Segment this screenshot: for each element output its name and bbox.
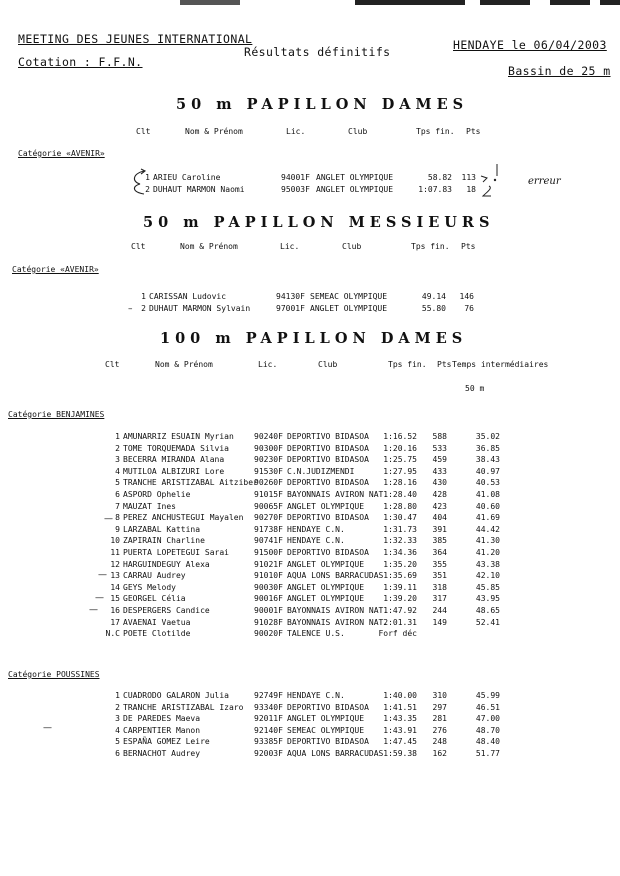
row-name: TOME TORQUEMADA Silvia: [123, 443, 229, 453]
col-license: Lic.: [280, 242, 300, 251]
col-points: Pts: [437, 360, 452, 369]
row-time: 1:35.69: [383, 571, 417, 581]
row-name: AVAENAI Vaetua: [123, 617, 191, 627]
row-club: DEPORTIVO BIDASOA: [287, 432, 369, 441]
table-row: [0, 571, 620, 582]
row-name: CARISSAN Ludovic: [149, 292, 227, 301]
row-club: DEPORTIVO BIDASOA: [287, 702, 369, 712]
row-time: 1:28.40: [383, 490, 417, 499]
row-club: ANGLET OLYMPIQUE: [287, 714, 365, 724]
row-rank: 17: [110, 617, 120, 627]
table-row: [0, 432, 620, 443]
row-name: BECERRA MIRANDA Alana: [123, 455, 225, 465]
row-club: DEPORTIVO BIDASOA: [287, 737, 369, 747]
row-time: 1:43.35: [383, 714, 417, 724]
row-club: BAYONNAIS AVIRON NAT.: [287, 617, 389, 627]
row-split-50m: 38.43: [475, 455, 500, 465]
row-split-50m: 42.10: [475, 571, 500, 581]
row-license: 91530F: [254, 466, 283, 476]
row-name: POETE Clotilde: [123, 629, 191, 639]
row-time: 1:41.51: [383, 702, 417, 712]
row-points: 433: [432, 466, 447, 476]
row-club: HENDAYE C.N.: [287, 536, 345, 546]
row-club: HENDAYE C.N.: [287, 524, 345, 534]
row-time: 1:59.38: [383, 749, 417, 758]
row-split-50m: 43.38: [475, 559, 500, 569]
row-rank: 3: [115, 714, 120, 724]
row-rank: 13: [110, 571, 120, 581]
row-club: AQUA LONS BARRACUDAS: [287, 749, 384, 758]
category-label: Catégorie «AVENIR»: [18, 149, 105, 158]
row-rank: 7: [115, 501, 120, 511]
row-time: 1:47.45: [383, 737, 417, 747]
row-club: DEPORTIVO BIDASOA: [287, 478, 369, 488]
row-rank: 2: [141, 303, 146, 313]
row-points: 385: [432, 536, 447, 546]
row-license: 91010F: [254, 571, 283, 581]
table-row: [0, 560, 620, 571]
row-points: 18: [466, 184, 476, 194]
row-rank: 4: [115, 725, 120, 735]
split-50m-header: 50 m: [465, 384, 485, 393]
row-rank: 2: [115, 443, 120, 453]
handwritten-swap-arrow-icon: [128, 168, 150, 196]
handwritten-correction-mark-icon: [475, 162, 521, 202]
results-subtitle: Résultats définitifs: [244, 45, 391, 59]
handwritten-dash-icon: –: [128, 304, 133, 314]
col-name: Nom & Prénom: [155, 360, 213, 369]
row-rank: 10: [110, 536, 120, 546]
row-club: SEMEAC OLYMPIQUE: [287, 725, 365, 735]
table-row: [0, 304, 620, 315]
table-row: [0, 455, 620, 466]
row-points: 297: [432, 702, 447, 712]
row-time: 1:20.16: [383, 443, 417, 453]
row-split-50m: 46.51: [475, 702, 500, 712]
row-split-50m: 35.02: [475, 432, 500, 441]
row-time: 1:40.00: [383, 691, 417, 700]
row-license: 91015F: [254, 490, 283, 499]
row-license: 94130F: [276, 292, 305, 301]
row-time: 49.14: [421, 292, 446, 301]
table-row: [0, 618, 620, 629]
row-points: 113: [461, 173, 476, 182]
row-time: 1:27.95: [383, 466, 417, 476]
row-club: ANGLET OLYMPIQUE: [287, 582, 365, 592]
row-name: DE PAREDES Maeva: [123, 714, 201, 724]
row-club: DEPORTIVO BIDASOA: [287, 455, 369, 465]
row-name: DESPERGERS Candice: [123, 606, 210, 615]
location-date: HENDAYE le 06/04/2003: [453, 38, 607, 52]
row-points: 149: [432, 617, 447, 627]
col-rank: Clt: [105, 360, 120, 369]
row-license: 94001F: [281, 173, 310, 182]
row-license: 90741F: [254, 536, 283, 546]
handwritten-dash-icon: —: [98, 570, 107, 580]
row-split-50m: 40.97: [475, 466, 500, 476]
row-points: 355: [432, 559, 447, 569]
row-rank: 15: [110, 594, 120, 604]
row-points: 162: [432, 749, 447, 758]
col-points: Pts: [461, 242, 476, 251]
row-license: 90001F: [254, 606, 283, 615]
row-points: 146: [459, 292, 474, 301]
row-split-50m: 41.30: [475, 536, 500, 546]
row-time: 1:39.11: [383, 582, 417, 592]
table-row: [0, 478, 620, 489]
row-license: 92011F: [254, 714, 283, 724]
row-split-50m: 43.95: [475, 594, 500, 604]
row-split-50m: 48.70: [475, 725, 500, 735]
row-club: ANGLET OLYMPIQUE: [287, 559, 365, 569]
table-row: [0, 583, 620, 594]
row-rank: 6: [115, 490, 120, 499]
row-name: GEORGEL Célia: [123, 594, 186, 604]
row-license: 90020F: [254, 629, 283, 639]
table-row: [0, 292, 620, 303]
row-time: 1:28.16: [383, 478, 417, 488]
row-rank: 6: [115, 749, 120, 758]
col-time: Tps fin.: [411, 242, 450, 251]
col-splits: Temps intermédiaires: [452, 360, 549, 369]
table-row: [0, 737, 620, 748]
row-time: 1:07.83: [418, 184, 452, 194]
row-split-50m: 41.20: [475, 548, 500, 557]
table-row: [0, 502, 620, 513]
row-name: LARZABAL Kattina: [123, 524, 201, 534]
row-name: DUHAUT MARMON Sylvain: [149, 303, 251, 313]
row-points: 459: [432, 455, 447, 465]
col-rank: Clt: [131, 242, 146, 251]
row-split-50m: 41.69: [475, 513, 500, 523]
event-title-50-fly-men: 50 m PAPILLON MESSIEURS: [143, 214, 495, 231]
row-license: 91028F: [254, 617, 283, 627]
row-license: 92003F: [254, 749, 283, 758]
col-club: Club: [342, 242, 362, 251]
row-time: 1:30.47: [383, 513, 417, 523]
row-club: ANGLET OLYMPIQUE: [316, 173, 394, 182]
row-split-50m: 36.85: [475, 443, 500, 453]
row-club: ANGLET OLYMPIQUE: [287, 501, 365, 511]
row-rank: 1: [115, 432, 120, 441]
row-points: 391: [432, 524, 447, 534]
meet-title: MEETING DES JEUNES INTERNATIONAL: [18, 32, 253, 46]
row-time: 1:47.92: [383, 606, 417, 615]
col-time: Tps fin.: [388, 360, 427, 369]
row-rank: 2: [115, 702, 120, 712]
row-club: DEPORTIVO BIDASOA: [287, 443, 369, 453]
row-name: GEYS Melody: [123, 582, 176, 592]
table-row: [0, 513, 620, 524]
handwritten-dash-icon: —: [89, 605, 98, 615]
table-row: [0, 749, 620, 760]
row-name: PEREZ ANCHUSTEGUI Mayalen: [123, 513, 244, 523]
row-license: 92749F: [254, 691, 283, 700]
row-split-50m: 52.41: [475, 617, 500, 627]
col-name: Nom & Prénom: [180, 242, 238, 251]
row-club: ANGLET OLYMPIQUE: [316, 184, 394, 194]
table-row: [0, 536, 620, 547]
pool-length: Bassin de 25 m: [508, 64, 611, 78]
row-time: 1:16.52: [383, 432, 417, 441]
category-label: Catégorie BENJAMINES: [8, 410, 105, 419]
row-license: 90240F: [254, 432, 283, 441]
scan-top-edge: [120, 0, 620, 5]
row-time: 1:25.75: [383, 455, 417, 465]
row-name: MUTILOA ALBIZURI Lore: [123, 466, 225, 476]
col-club: Club: [348, 127, 368, 136]
col-club: Club: [318, 360, 338, 369]
row-time: 2:01.31: [383, 617, 417, 627]
col-time: Tps fin.: [416, 127, 455, 136]
row-name: ARIEU Caroline: [153, 173, 221, 182]
row-license: 90030F: [254, 582, 283, 592]
row-license: 97001F: [276, 303, 305, 313]
row-rank: 2: [145, 184, 150, 194]
row-points: 281: [432, 714, 447, 724]
row-license: 93385F: [254, 737, 283, 747]
row-rank: 1: [145, 173, 150, 182]
row-name: CARPENTIER Manon: [123, 725, 201, 735]
row-name: TRANCHE ARISTIZABAL Izaro: [123, 702, 244, 712]
row-license: 90270F: [254, 513, 283, 523]
table-row: [0, 714, 620, 725]
row-name: PUERTA LOPETEGUI Sarai: [123, 548, 229, 557]
row-points: 404: [432, 513, 447, 523]
row-club: TALENCE U.S.: [287, 629, 345, 639]
row-points: 364: [432, 548, 447, 557]
row-rank: N.C: [105, 629, 120, 639]
row-time: Forf déc: [378, 629, 417, 639]
row-time: 1:31.73: [383, 524, 417, 534]
table-row: [0, 629, 620, 640]
row-split-50m: 41.08: [475, 490, 500, 499]
category-label: Catégorie POUSSINES: [8, 670, 100, 679]
row-rank: 5: [115, 478, 120, 488]
event-title-100-fly-women: 100 m PAPILLON DAMES: [160, 330, 468, 347]
row-license: 90230F: [254, 455, 283, 465]
row-name: CUADRODO GALARON Julia: [123, 691, 229, 700]
row-name: HARGUINDEGUY Alexa: [123, 559, 210, 569]
row-time: 58.82: [427, 173, 452, 182]
col-license: Lic.: [286, 127, 306, 136]
row-split-50m: 40.60: [475, 501, 500, 511]
row-rank: 1: [141, 292, 146, 301]
col-rank: Clt: [136, 127, 151, 136]
row-rank: 12: [110, 559, 120, 569]
row-time: 55.80: [421, 303, 446, 313]
row-points: 310: [432, 691, 447, 700]
row-license: 92140F: [254, 725, 283, 735]
row-split-50m: 48.65: [475, 606, 500, 615]
table-row: [0, 173, 620, 184]
table-row: [0, 691, 620, 702]
cotation: Cotation : F.F.N.: [18, 55, 143, 69]
row-name: CARRAU Audrey: [123, 571, 186, 581]
row-license: 90065F: [254, 501, 283, 511]
row-points: 76: [464, 303, 474, 313]
row-club: BAYONNAIS AVIRON NAT.: [287, 606, 389, 615]
table-row: [0, 703, 620, 714]
row-name: BERNACHOT Audrey: [123, 749, 201, 758]
table-row: [0, 548, 620, 559]
row-license: 90300F: [254, 443, 283, 453]
row-time: 1:39.20: [383, 594, 417, 604]
row-name: TRANCHE ARISTIZABAL Aitziber: [123, 478, 258, 488]
category-label: Catégorie «AVENIR»: [12, 265, 99, 274]
row-rank: 1: [115, 691, 120, 700]
row-rank: 14: [110, 582, 120, 592]
row-time: 1:34.36: [383, 548, 417, 557]
col-name: Nom & Prénom: [185, 127, 243, 136]
row-points: 430: [432, 478, 447, 488]
row-club: C.N.JUDIZMENDI: [287, 466, 355, 476]
row-points: 248: [432, 737, 447, 747]
row-points: 317: [432, 594, 447, 604]
row-name: DUHAUT MARMON Naomi: [153, 184, 245, 194]
table-row: [0, 185, 620, 196]
row-time: 1:35.20: [383, 559, 417, 569]
row-split-50m: 45.85: [475, 582, 500, 592]
row-club: DEPORTIVO BIDASOA: [287, 548, 369, 557]
row-name: MAUZAT Ines: [123, 501, 176, 511]
row-split-50m: 47.00: [475, 714, 500, 724]
row-split-50m: 40.53: [475, 478, 500, 488]
row-name: AMUNARRIZ ESUAIN Myrian: [123, 432, 234, 441]
row-name: ZAPIRAIN Charline: [123, 536, 205, 546]
row-time: 1:32.33: [383, 536, 417, 546]
row-club: AQUA LONS BARRACUDAS: [287, 571, 384, 581]
row-name: ASPORD Ophelie: [123, 490, 191, 499]
table-row: [0, 726, 620, 737]
handwritten-dash-icon: —: [95, 593, 104, 603]
table-row: [0, 490, 620, 501]
row-split-50m: 48.40: [475, 737, 500, 747]
col-points: Pts: [466, 127, 481, 136]
col-license: Lic.: [258, 360, 278, 369]
row-rank: 9: [115, 524, 120, 534]
row-points: 244: [432, 606, 447, 615]
row-split-50m: 45.99: [475, 691, 500, 700]
table-row: [0, 444, 620, 455]
handwritten-dash-icon: —: [104, 514, 113, 524]
row-club: ANGLET OLYMPIQUE: [310, 303, 388, 313]
row-name: ESPAÑA GOMEZ Leire: [123, 737, 210, 747]
row-club: BAYONNAIS AVIRON NAT.: [287, 490, 389, 499]
table-row: [0, 594, 620, 605]
handwritten-dash-icon: —: [43, 723, 52, 733]
row-license: 93340F: [254, 702, 283, 712]
row-license: 91500F: [254, 548, 283, 557]
row-license: 91738F: [254, 524, 283, 534]
row-club: DEPORTIVO BIDASOA: [287, 513, 369, 523]
row-points: 423: [432, 501, 447, 511]
row-points: 318: [432, 582, 447, 592]
row-club: ANGLET OLYMPIQUE: [287, 594, 365, 604]
table-row: [0, 525, 620, 536]
row-rank: 11: [110, 548, 120, 557]
row-rank: 8: [115, 513, 120, 523]
row-points: 428: [432, 490, 447, 499]
row-points: 533: [432, 443, 447, 453]
event-title-50-fly-women: 50 m PAPILLON DAMES: [176, 96, 469, 113]
row-rank: 5: [115, 737, 120, 747]
row-license: 90260F: [254, 478, 283, 488]
row-license: 90016F: [254, 594, 283, 604]
row-rank: 3: [115, 455, 120, 465]
row-points: 588: [432, 432, 447, 441]
row-rank: 4: [115, 466, 120, 476]
row-club: SEMEAC OLYMPIQUE: [310, 292, 388, 301]
row-club: HENDAYE C.N.: [287, 691, 345, 700]
row-rank: 16: [110, 606, 120, 615]
row-split-50m: 51.77: [475, 749, 500, 758]
row-license: 95003F: [281, 184, 310, 194]
row-points: 276: [432, 725, 447, 735]
row-license: 91021F: [254, 559, 283, 569]
row-time: 1:43.91: [383, 725, 417, 735]
handwritten-note: erreur: [528, 176, 561, 187]
table-row: [0, 467, 620, 478]
row-time: 1:28.80: [383, 501, 417, 511]
row-split-50m: 44.42: [475, 524, 500, 534]
row-points: 351: [432, 571, 447, 581]
